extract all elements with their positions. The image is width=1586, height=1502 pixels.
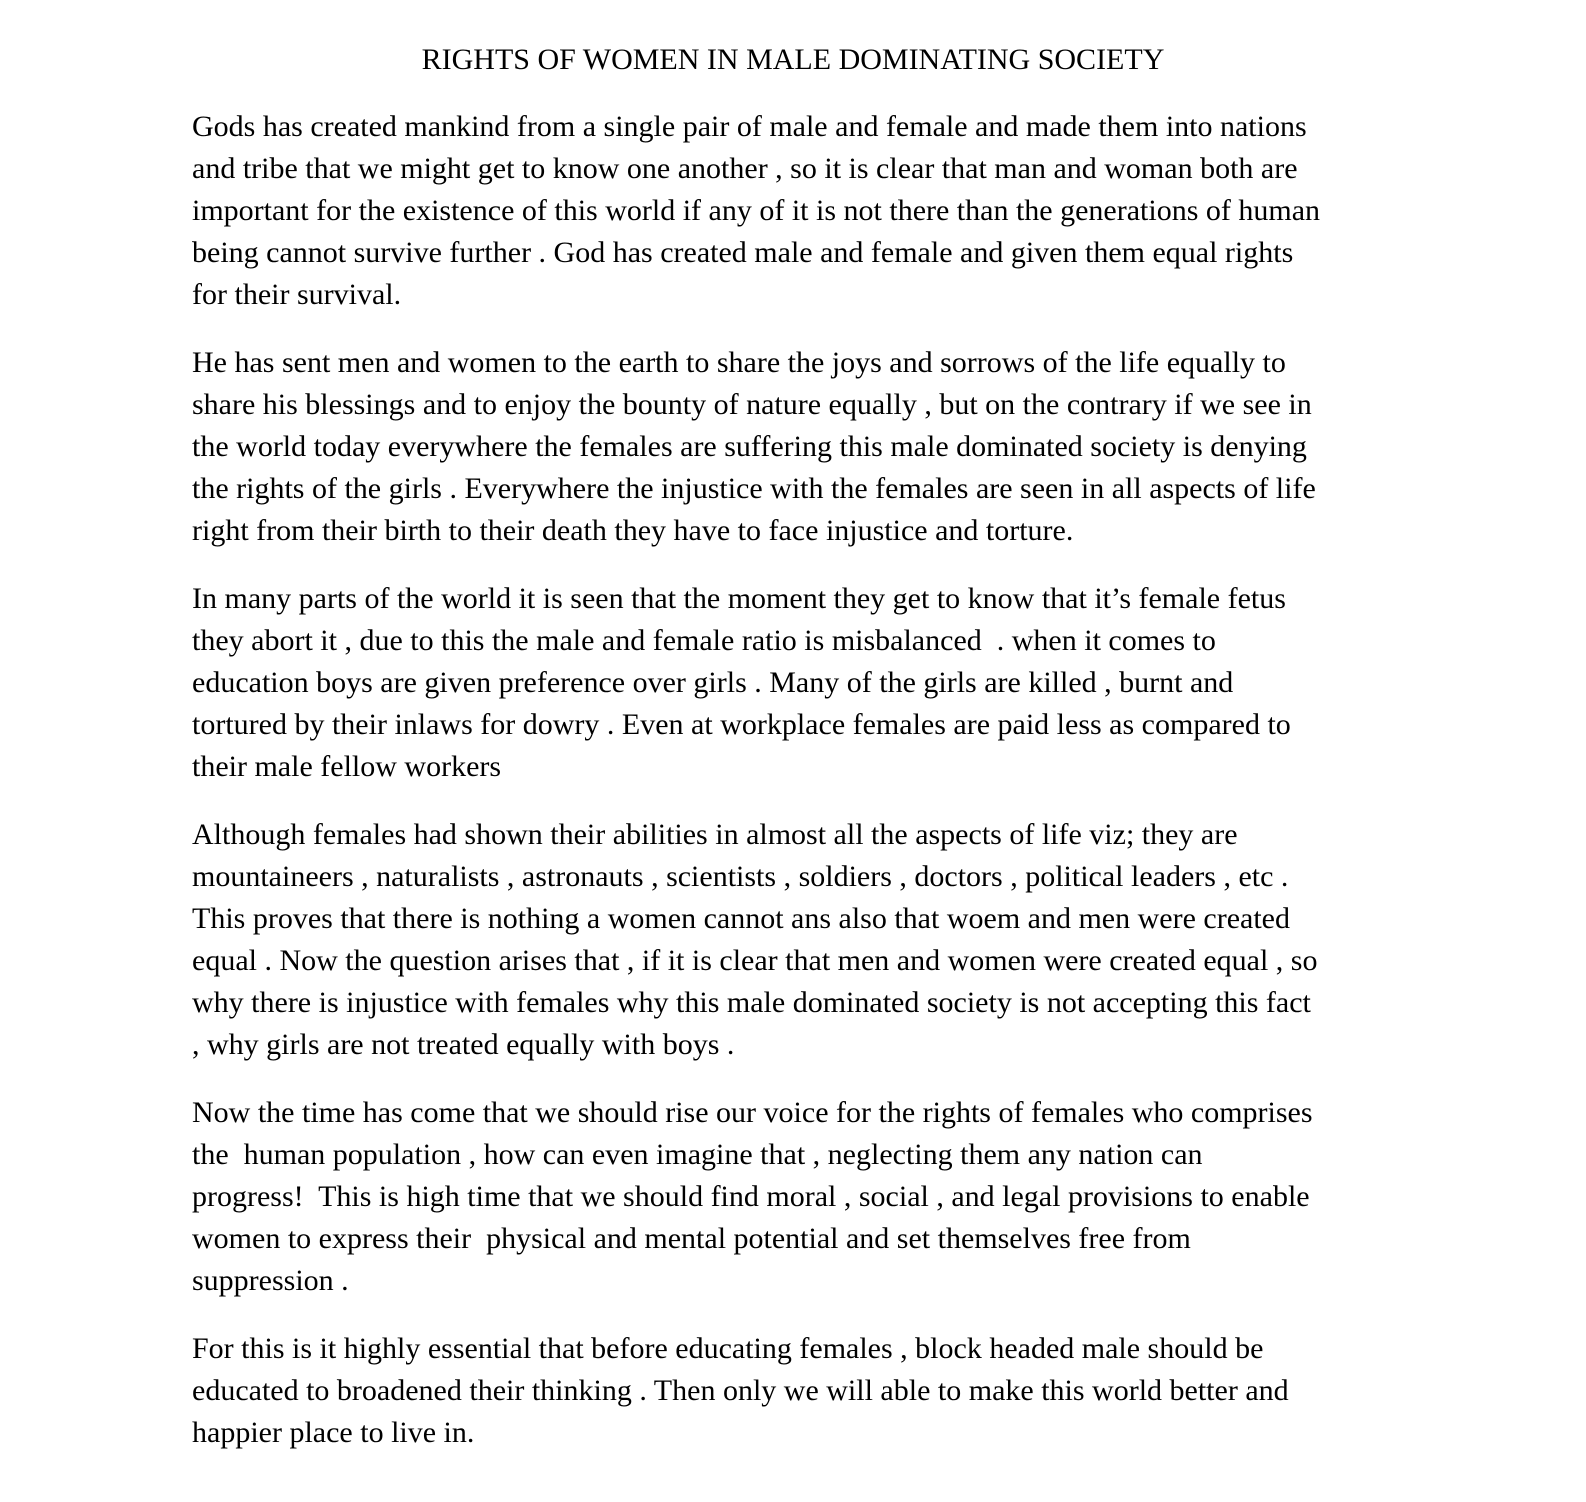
- paragraph-line: their male fellow workers: [192, 750, 502, 783]
- paragraph-line: tortured by their inlaws for dowry . Even at workplace females are paid less as compared to: [192, 708, 1291, 741]
- paragraph-line: why there is injustice with females why this male dominated society is not accepting this fact: [192, 986, 1311, 1019]
- paragraph-line: This proves that there is nothing a women cannot ans also that woem and men were created: [192, 902, 1290, 935]
- paragraph-line: Now the time has come that we should rise our voice for the rights of females who comprises: [192, 1096, 1313, 1129]
- paragraph-line: He has sent men and women to the earth to share the joys and sorrows of the life equally to: [192, 346, 1286, 379]
- paragraph-line: the rights of the girls . Everywhere the injustice with the females are seen in all aspects of life: [192, 472, 1316, 505]
- paragraph-3: [192, 578, 1407, 788]
- paragraph-line: for their survival.: [192, 278, 402, 311]
- document-body: [192, 106, 1407, 1480]
- paragraph-line: they abort it , due to this the male and female ratio is misbalanced . when it comes to: [192, 624, 1216, 657]
- paragraph-line: being cannot survive further . God has created male and female and given them equal rights: [192, 236, 1294, 269]
- paragraph-line: and tribe that we might get to know one another , so it is clear that man and woman both are: [192, 152, 1298, 185]
- paragraph-line: women to express their physical and mental potential and set themselves free from: [192, 1222, 1191, 1255]
- paragraph-line: For this is it highly essential that before educating females , block headed male should be: [192, 1332, 1264, 1365]
- paragraph-6: [192, 1328, 1407, 1454]
- paragraph-line: happier place to live in.: [192, 1416, 475, 1449]
- paragraph-1: [192, 106, 1407, 316]
- paragraph-line: right from their birth to their death they have to face injustice and torture.: [192, 514, 1074, 547]
- paragraph-line: , why girls are not treated equally with boys .: [192, 1028, 735, 1061]
- paragraph-line: Gods has created mankind from a single pair of male and female and made them into nations: [192, 110, 1307, 143]
- paragraph-line: the world today everywhere the females are suffering this male dominated society is denying: [192, 430, 1307, 463]
- paragraph-line: equal . Now the question arises that , if it is clear that men and women were created equal , so: [192, 944, 1318, 977]
- paragraph-line: suppression .: [192, 1264, 349, 1297]
- paragraph-line: important for the existence of this world if any of it is not there than the generations of human: [192, 194, 1321, 227]
- paragraph-line: the human population , how can even imagine that , neglecting them any nation can: [192, 1138, 1203, 1171]
- paragraph-4: [192, 814, 1407, 1066]
- paragraph-line: progress! This is high time that we should find moral , social , and legal provisions to enable: [192, 1180, 1310, 1213]
- document-title: RIGHTS OF WOMEN IN MALE DOMINATING SOCIETY: [421, 43, 1165, 76]
- paragraph-line: mountaineers , naturalists , astronauts , scientists , soldiers , doctors , political leaders , etc .: [192, 860, 1289, 893]
- paragraph-5: [192, 1092, 1407, 1302]
- paragraph-line: In many parts of the world it is seen that the moment they get to know that it’s female fetus: [192, 582, 1286, 615]
- paragraph-line: Although females had shown their abilities in almost all the aspects of life viz; they are: [192, 818, 1238, 851]
- paragraph-line: education boys are given preference over girls . Many of the girls are killed , burnt and: [192, 666, 1234, 699]
- paragraph-line: share his blessings and to enjoy the bounty of nature equally , but on the contrary if we see in: [192, 388, 1312, 421]
- paragraph-2: [192, 342, 1407, 552]
- paragraph-line: educated to broadened their thinking . Then only we will able to make this world better and: [192, 1374, 1289, 1407]
